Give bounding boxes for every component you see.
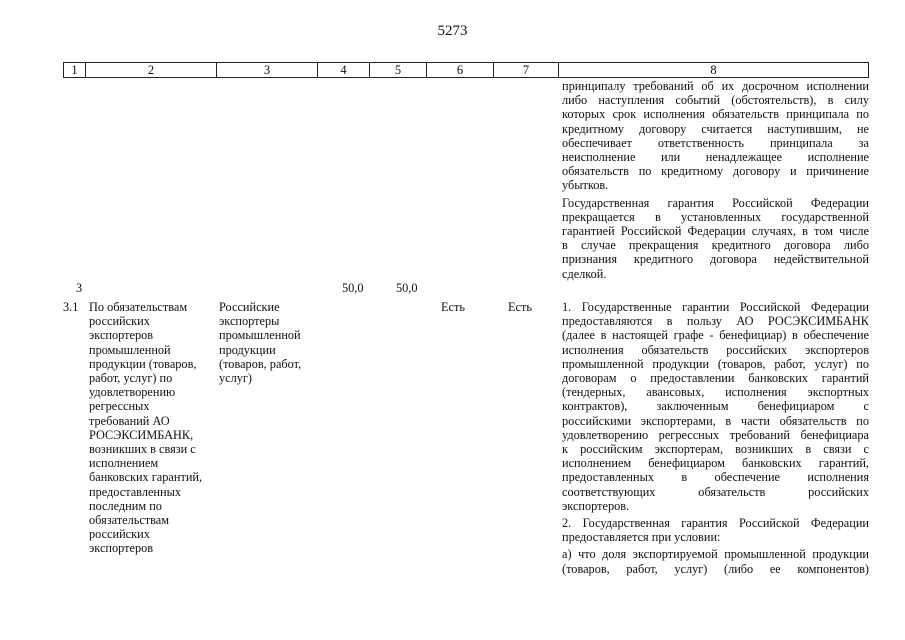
row-3-col4-value: 50,0 [342, 281, 364, 295]
header-col-2: 2 [85, 63, 216, 77]
row-3-1-obligation-description [89, 300, 214, 556]
text-line: 2. Государственная гарантия Российской Федерации [562, 516, 869, 531]
text-line: регрессных [89, 399, 150, 414]
header-col-7: 7 [493, 63, 558, 77]
text-line: обязательствам [89, 513, 170, 528]
text-line: продукции (товаров, [89, 356, 197, 371]
text-line: экспортеров. [562, 498, 630, 513]
text-line: возникших в связи с [89, 442, 196, 457]
header-col-1: 1 [71, 63, 78, 77]
text-line: предоставленных [89, 484, 181, 499]
row-3-1-conditions-text [562, 300, 869, 576]
row-3-1-number: 3.1 [63, 300, 79, 314]
text-line: Российские [219, 300, 280, 314]
header-col-6: 6 [426, 63, 493, 77]
text-line: работ, услуг) по [89, 371, 173, 386]
text-line: российских [89, 314, 150, 329]
text-line: промышленной продукции (товаров, работ, услуг) по [562, 356, 869, 371]
text-line: договорам о предоставлении банковских гарантий [562, 371, 869, 386]
text-line: контрактов), заключенным бенефициаром с [562, 399, 869, 414]
text-line: исполнения обязательств российских экспортеров [562, 342, 869, 357]
text-line: обязательств по кредитному договору и причинение [562, 164, 869, 179]
text-line: предоставленных в обеспечение исполнения [562, 470, 869, 485]
header-col-5: 5 [369, 63, 426, 77]
text-line: сделкой. [562, 266, 607, 281]
text-line: экспортеры [219, 314, 280, 329]
text-line: промышленной [89, 342, 171, 357]
row-3-1-principal-category [219, 300, 319, 385]
text-line: (далее в настоящей графе - бенефициар) в обеспечение [562, 328, 869, 343]
text-line: По обязательствам [89, 300, 188, 314]
text-line: российскими экспортерами, в части обязательств по [562, 413, 869, 428]
text-line: убытков. [562, 178, 609, 193]
text-line: последним по [89, 498, 162, 513]
text-line: удовлетворению [89, 385, 176, 400]
text-line: продукции [219, 342, 276, 357]
row-3-1-col6-value: Есть [441, 300, 465, 314]
text-line: исполнением [89, 456, 159, 471]
text-line: (тендерных, авансовых, исполнения экспортных [562, 385, 869, 400]
text-line: гарантией Российской Федерации случаях, в том числе [562, 224, 869, 239]
text-line: промышленной [219, 328, 301, 343]
row-3-number: 3 [76, 281, 83, 295]
text-line: а) что доля экспортируемой промышленной продукции [562, 547, 869, 562]
text-line: прекращается в установленных государственной [562, 209, 869, 224]
page-number: 5273 [437, 23, 468, 39]
text-line: либо наступления событий (обстоятельств), в силу [562, 93, 869, 108]
text-line: кредитному договору считается наступившим, не [562, 121, 869, 136]
text-line: (товаров, работ, услуг) (либо ее компонентов) [562, 561, 869, 576]
row-3-col5-value: 50,0 [396, 281, 418, 295]
header-col-3: 3 [216, 63, 317, 77]
row-3-1-col7-value: Есть [508, 300, 532, 314]
header-col-4: 4 [317, 63, 369, 77]
text-line: Государственная гарантия Российской Федерации [562, 195, 869, 210]
text-line: обеспечивает ответственность принципала за [562, 135, 869, 150]
text-line: предоставляется при условии: [562, 530, 721, 545]
text-line: банковских гарантий, [89, 470, 203, 485]
header-col-8: 8 [558, 63, 868, 77]
text-line: которых срок исполнения обязательств принципала по [562, 107, 869, 122]
text-line: предоставляются в пользу АО РОСЭКСИМБАНК [562, 314, 869, 329]
text-line: экспортеров [89, 328, 154, 343]
column-number-header-row [63, 62, 869, 78]
text-line: экспортеров [89, 541, 154, 556]
text-line: исполнением бенефициаром банковских гарантий, [562, 456, 869, 471]
text-line: РОСЭКСИМБАНК, [89, 427, 194, 442]
text-line: российских [89, 527, 150, 542]
text-line: принципалу требований об их досрочном исполнении [562, 79, 869, 93]
continued-conditions-text [562, 79, 869, 281]
text-line: удовлетворению регрессных требований бенефициара [562, 427, 869, 442]
text-line: к российским экспортерам, возникших в связи с [562, 442, 869, 457]
text-line: 1. Государственные гарантии Российской Федерации [562, 300, 869, 314]
text-line: неисполнение или ненадлежащее исполнение [562, 150, 869, 165]
text-line: требований АО [89, 413, 170, 428]
text-line: услуг) [219, 371, 253, 386]
text-line: соответствующих обязательств российских [562, 484, 869, 499]
text-line: признания кредитного договора недействительной [562, 252, 869, 267]
text-line: в случае прекращения кредитного договора либо [562, 238, 869, 253]
text-line: (товаров, работ, [219, 356, 302, 371]
